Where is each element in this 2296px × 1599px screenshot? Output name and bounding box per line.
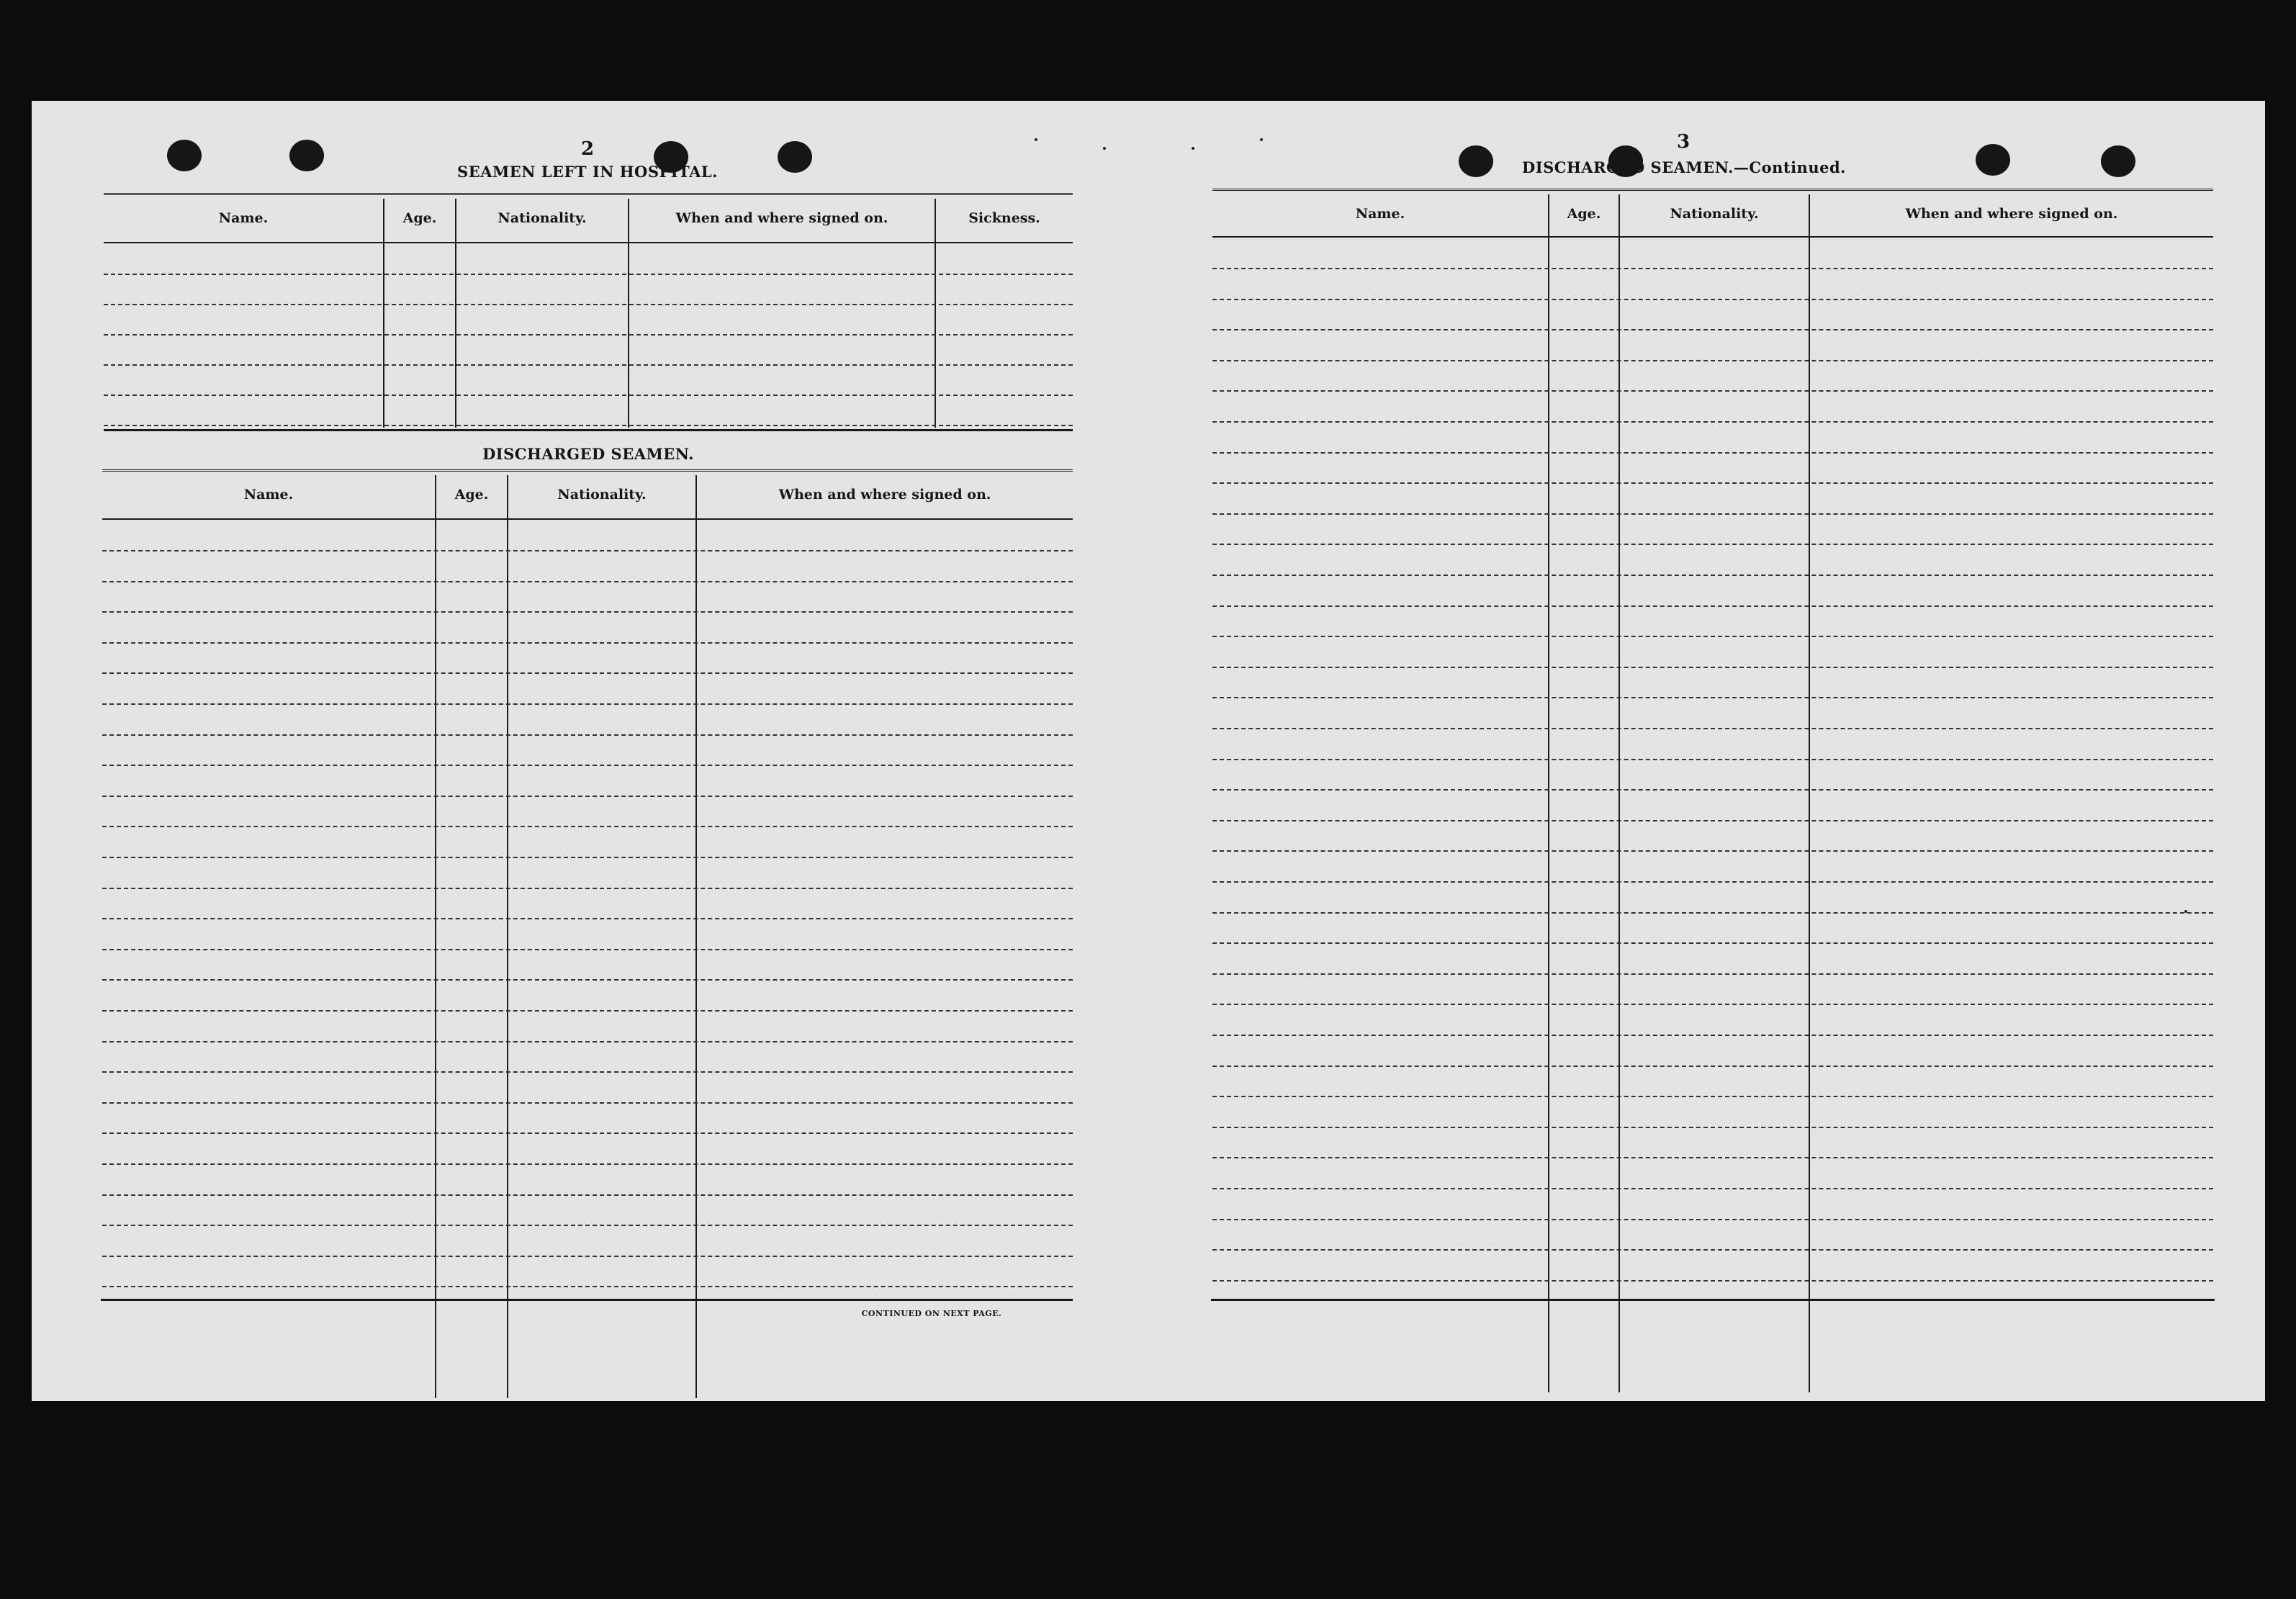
ruled-row-line xyxy=(102,826,1073,827)
continued-note: CONTINUED ON NEXT PAGE. xyxy=(861,1309,1002,1318)
ruled-row-line xyxy=(104,304,1073,305)
punch-hole xyxy=(1976,144,2010,176)
discharged-col-divider xyxy=(507,475,508,1398)
ruled-row-line xyxy=(102,1041,1073,1042)
ruled-row-line xyxy=(102,734,1073,736)
hospital-header-rule xyxy=(104,242,1073,243)
ruled-row-line xyxy=(102,857,1073,858)
ruled-row-line xyxy=(1212,452,2213,454)
ruled-row-line xyxy=(102,1256,1073,1257)
ruled-row-line xyxy=(1212,1188,2213,1189)
ruled-row-line xyxy=(1212,575,2213,576)
ruled-row-line xyxy=(102,1102,1073,1104)
ruled-row-line xyxy=(104,364,1073,366)
ruled-row-line xyxy=(1212,544,2213,545)
discharged-col-divider xyxy=(695,475,697,1398)
ruled-row-line xyxy=(102,703,1073,705)
hospital-col-divider xyxy=(383,199,384,428)
hospital-col-age: Age. xyxy=(402,210,437,226)
right-col-when-where: When and where signed on. xyxy=(1905,206,2118,222)
ruled-row-line xyxy=(1212,850,2213,852)
ruled-row-line xyxy=(1212,299,2213,300)
right-col-nationality: Nationality. xyxy=(1670,206,1759,222)
punch-hole xyxy=(2101,145,2135,177)
ruled-row-line xyxy=(1212,1157,2213,1158)
ruled-row-line xyxy=(1212,912,2213,914)
ruled-row-line xyxy=(1212,1127,2213,1128)
discharged-section-title: DISCHARGED SEAMEN. xyxy=(482,445,694,463)
ruled-row-line xyxy=(1212,636,2213,637)
ruled-row-line xyxy=(102,1010,1073,1012)
hospital-section-title: SEAMEN LEFT IN HOSPITAL. xyxy=(457,163,718,181)
ruled-row-line xyxy=(1212,329,2213,330)
ruled-row-line xyxy=(102,581,1073,582)
ruled-row-line xyxy=(1212,942,2213,944)
ruled-row-line xyxy=(1212,1219,2213,1220)
ruled-row-line xyxy=(102,1071,1073,1073)
ruled-row-line xyxy=(102,1225,1073,1226)
ruled-row-line xyxy=(102,888,1073,889)
discharged-col-divider xyxy=(435,475,436,1398)
ruled-row-line xyxy=(104,395,1073,396)
hospital-col-divider xyxy=(628,199,629,428)
ruled-row-line xyxy=(102,1286,1073,1287)
right-col-divider xyxy=(1619,194,1620,1392)
right-col-divider xyxy=(1809,194,1810,1392)
discharged-col-age: Age. xyxy=(454,487,489,503)
discharged-col-nationality: Nationality. xyxy=(557,487,647,503)
document-sheet xyxy=(32,101,2265,1401)
punch-hole xyxy=(1459,145,1493,177)
discharged-top-rule xyxy=(102,469,1073,472)
hospital-col-name: Name. xyxy=(218,210,269,226)
hospital-col-divider xyxy=(935,199,936,428)
ruled-row-line xyxy=(1212,973,2213,975)
speck xyxy=(1260,138,1263,141)
ruled-row-line xyxy=(104,274,1073,275)
ruled-row-line xyxy=(102,796,1073,797)
right-section-title: DISCHARGED SEAMEN.—Continued. xyxy=(1522,158,1846,176)
ruled-row-line xyxy=(102,1132,1073,1134)
page-number-left: 2 xyxy=(580,138,595,160)
ruled-row-line xyxy=(1212,605,2213,607)
page-number-right: 3 xyxy=(1676,131,1691,153)
ruled-row-line xyxy=(102,1163,1073,1165)
ruled-row-line xyxy=(1212,728,2213,729)
ruled-row-line xyxy=(1212,513,2213,515)
ruled-row-line xyxy=(1212,1249,2213,1251)
punch-hole xyxy=(167,140,202,171)
ruled-row-line xyxy=(102,949,1073,950)
discharged-header-rule xyxy=(102,518,1073,520)
ruled-row-line xyxy=(1212,697,2213,698)
right-col-divider xyxy=(1548,194,1549,1392)
hospital-top-rule xyxy=(104,193,1073,195)
ruled-row-line xyxy=(1212,667,2213,668)
punch-hole xyxy=(289,140,324,171)
discharged-bottom-rule xyxy=(101,1299,1073,1301)
right-top-rule xyxy=(1212,189,2213,191)
hospital-col-when-where: When and where signed on. xyxy=(675,210,888,226)
ruled-row-line xyxy=(102,642,1073,644)
hospital-col-divider xyxy=(455,199,456,428)
punch-hole xyxy=(778,141,812,173)
right-header-rule xyxy=(1212,236,2213,238)
ruled-row-line xyxy=(1212,390,2213,392)
ruled-row-line xyxy=(102,611,1073,613)
speck xyxy=(1192,147,1194,150)
ruled-row-line xyxy=(1212,1280,2213,1282)
hospital-col-sickness: Sickness. xyxy=(968,210,1040,226)
ruled-row-line xyxy=(1212,881,2213,883)
discharged-col-when-where: When and where signed on. xyxy=(778,487,991,503)
hospital-bottom-rule xyxy=(104,429,1073,431)
ruled-row-line xyxy=(102,765,1073,766)
ruled-row-line xyxy=(1212,759,2213,760)
speck xyxy=(1035,138,1037,141)
ruled-row-line xyxy=(102,672,1073,674)
ruled-row-line xyxy=(1212,1035,2213,1036)
ruled-row-line xyxy=(1212,482,2213,484)
ruled-row-line xyxy=(1212,1066,2213,1067)
ruled-row-line xyxy=(1212,421,2213,423)
ruled-row-line xyxy=(104,334,1073,335)
right-col-name: Name. xyxy=(1355,206,1405,222)
ruled-row-line xyxy=(1212,1004,2213,1005)
ruled-row-line xyxy=(104,425,1073,426)
right-bottom-rule xyxy=(1211,1299,2215,1301)
ruled-row-line xyxy=(102,918,1073,919)
ruled-row-line xyxy=(1212,1096,2213,1097)
ruled-row-line xyxy=(102,1194,1073,1196)
ruled-row-line xyxy=(1212,360,2213,361)
ruled-row-line xyxy=(102,550,1073,551)
ruled-row-line xyxy=(102,979,1073,981)
right-col-age: Age. xyxy=(1567,206,1601,222)
ruled-row-line xyxy=(1212,268,2213,269)
discharged-col-name: Name. xyxy=(243,487,294,503)
ruled-row-line xyxy=(1212,820,2213,821)
hospital-col-nationality: Nationality. xyxy=(498,210,587,226)
ruled-row-line xyxy=(1212,789,2213,791)
speck xyxy=(1103,147,1106,150)
